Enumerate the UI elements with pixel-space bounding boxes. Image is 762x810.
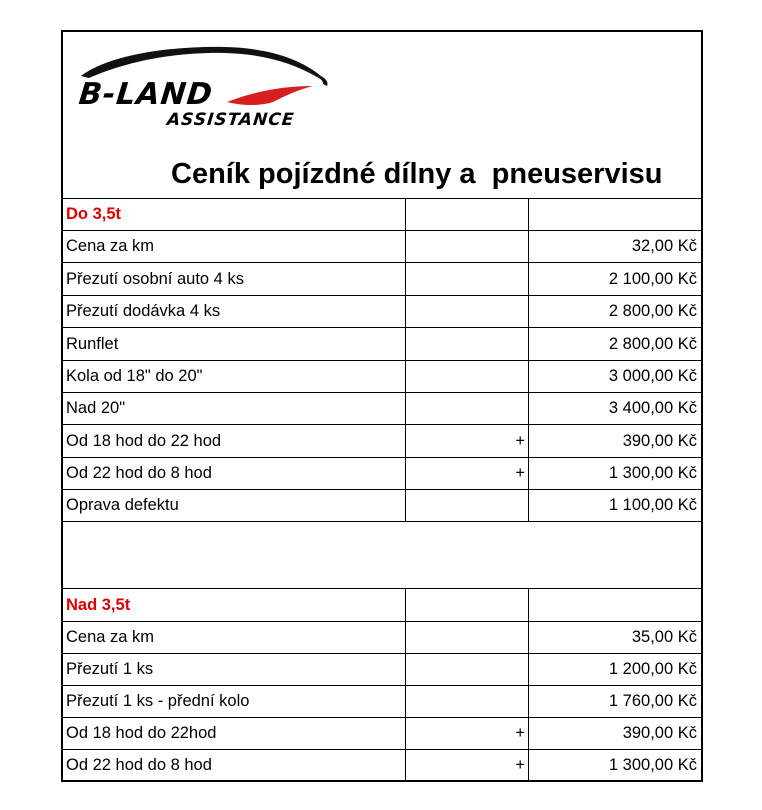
table-row: [63, 425, 703, 458]
service-label: Cena za km: [63, 622, 406, 654]
table-row: [63, 490, 703, 522]
price-value: 2 100,00 Kč: [529, 263, 704, 296]
price-value: 1 100,00 Kč: [529, 490, 704, 522]
surcharge-mark: [406, 231, 529, 263]
service-label: Od 18 hod do 22hod: [63, 718, 406, 750]
surcharge-mark: +: [406, 425, 529, 458]
service-label: Kola od 18" do 20": [63, 361, 406, 393]
logo-subtitle: ASSISTANCE: [166, 110, 296, 130]
price-value: 390,00 Kč: [529, 425, 704, 458]
table-row: [63, 393, 703, 425]
price-table: [63, 198, 703, 782]
table-row: [63, 718, 703, 750]
service-label: Přezutí osobní auto 4 ks: [63, 263, 406, 296]
surcharge-mark: [406, 622, 529, 654]
surcharge-mark: [406, 654, 529, 686]
surcharge-mark: [406, 328, 529, 361]
page-title: Ceník pojízdné dílny a pneuservisu: [171, 158, 663, 190]
price-value: 3 400,00 Kč: [529, 393, 704, 425]
surcharge-mark: [406, 490, 529, 522]
surcharge-mark: [406, 361, 529, 393]
logo-brand: B-LAND: [77, 77, 215, 112]
service-label: Od 18 hod do 22 hod: [63, 425, 406, 458]
service-label: Nad 20": [63, 393, 406, 425]
table-row: [63, 263, 703, 296]
surcharge-mark: [406, 686, 529, 718]
service-label: Runflet: [63, 328, 406, 361]
table-row: [63, 328, 703, 361]
table-row: [63, 231, 703, 263]
surcharge-mark: [406, 393, 529, 425]
surcharge-mark: [406, 296, 529, 328]
service-label: Přezutí 1 ks - přední kolo: [63, 686, 406, 718]
table-row: [63, 296, 703, 328]
section-heading-row: [63, 589, 703, 622]
price-value: 32,00 Kč: [529, 231, 704, 263]
service-label: Přezutí dodávka 4 ks: [63, 296, 406, 328]
price-value: 1 300,00 Kč: [529, 458, 704, 490]
surcharge-mark: [406, 263, 529, 296]
price-value: 35,00 Kč: [529, 622, 704, 654]
service-label: Oprava defektu: [63, 490, 406, 522]
price-value: 1 300,00 Kč: [529, 750, 704, 782]
service-label: Cena za km: [63, 231, 406, 263]
surcharge-mark: +: [406, 750, 529, 782]
table-row: [63, 686, 703, 718]
price-value: 2 800,00 Kč: [529, 328, 704, 361]
price-value: 1 760,00 Kč: [529, 686, 704, 718]
surcharge-mark: +: [406, 718, 529, 750]
price-value: 390,00 Kč: [529, 718, 704, 750]
table-row: [63, 654, 703, 686]
section-heading-row: [63, 199, 703, 231]
table-row: [63, 458, 703, 490]
header: [63, 32, 701, 198]
table-row: [63, 361, 703, 393]
section-heading: Nad 3,5t: [63, 589, 406, 622]
price-value: 3 000,00 Kč: [529, 361, 704, 393]
surcharge-mark: +: [406, 458, 529, 490]
section-heading: Do 3,5t: [63, 199, 406, 231]
service-label: Přezutí 1 ks: [63, 654, 406, 686]
price-value: 1 200,00 Kč: [529, 654, 704, 686]
price-list-sheet: [61, 30, 703, 782]
price-value: 2 800,00 Kč: [529, 296, 704, 328]
service-label: Od 22 hod do 8 hod: [63, 750, 406, 782]
table-row: [63, 750, 703, 782]
section-spacer: [63, 522, 703, 589]
service-label: Od 22 hod do 8 hod: [63, 458, 406, 490]
table-row: [63, 622, 703, 654]
